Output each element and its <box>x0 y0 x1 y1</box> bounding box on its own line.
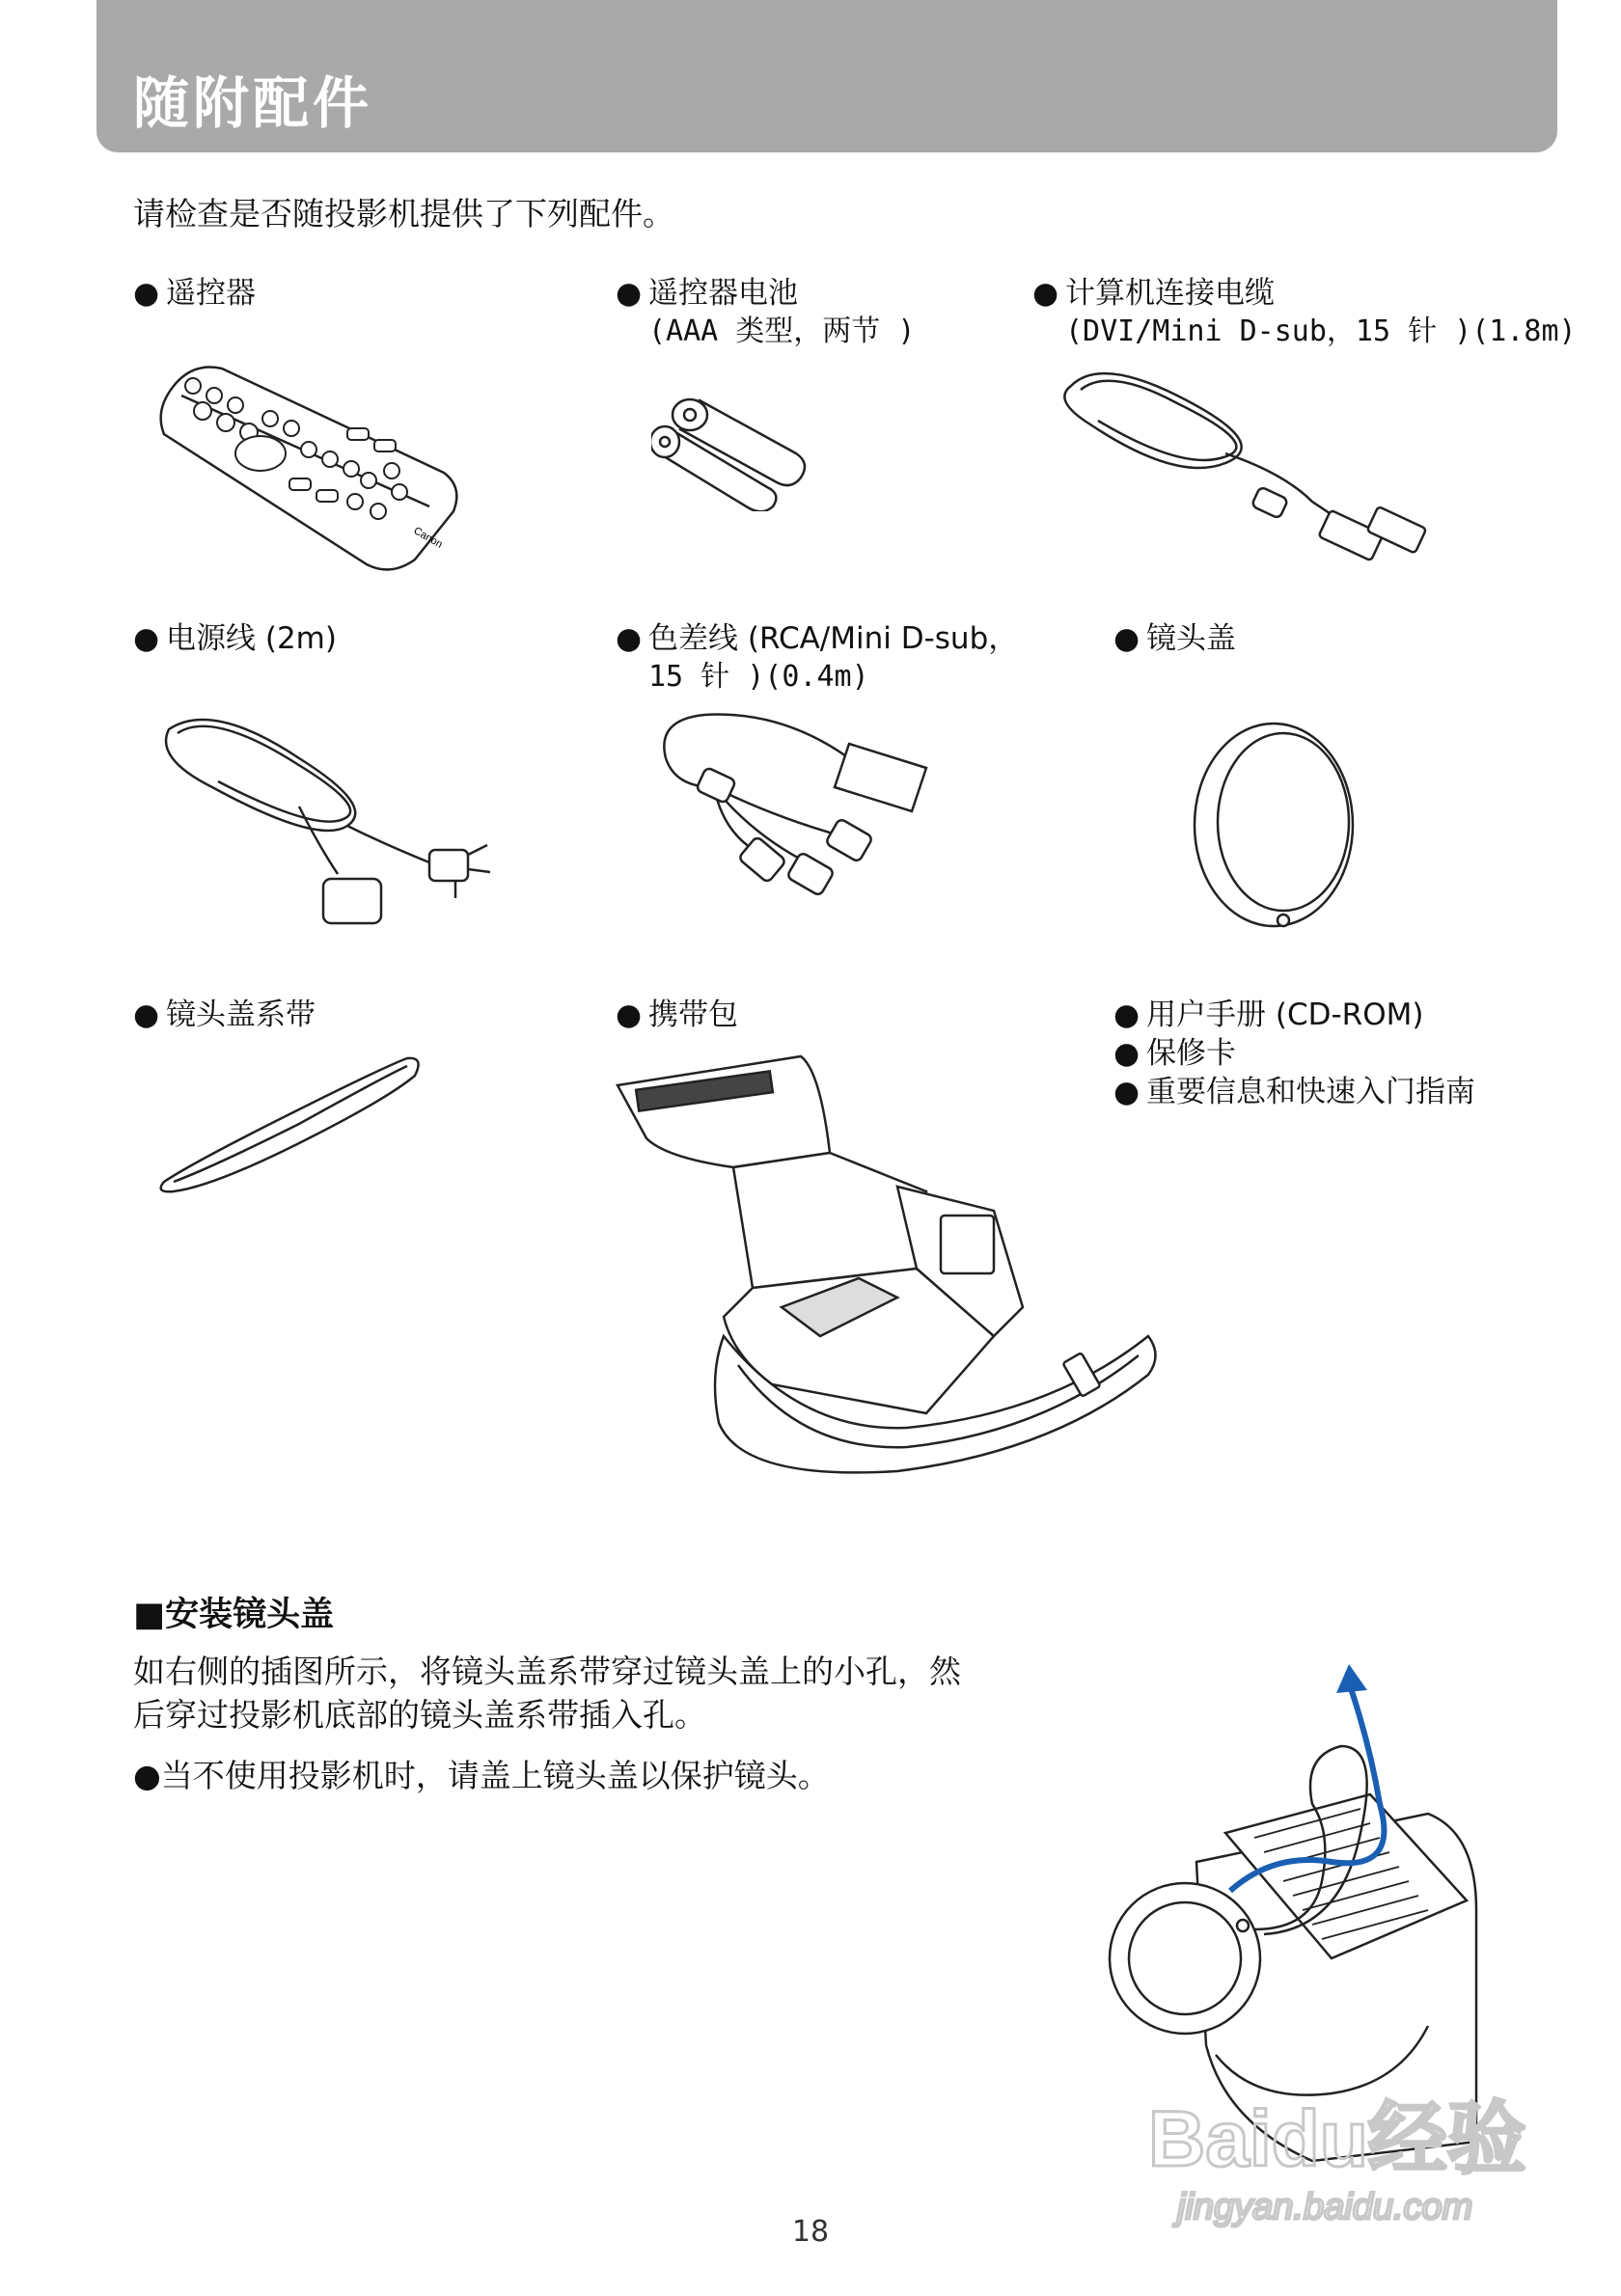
component-cable-illustration <box>646 700 955 942</box>
bullet-icon: ● <box>133 1757 161 1794</box>
bullet-icon: ● <box>616 998 643 1032</box>
item-user-manual <box>1113 996 1423 1034</box>
bullet-icon: ● <box>133 621 160 656</box>
item-carrying-bag <box>616 996 738 1034</box>
bullet-icon: ● <box>1113 1036 1140 1071</box>
bullet-icon: ● <box>1113 1075 1140 1109</box>
item-sublabel: (DVI/Mini D-sub，15 针 )(1.8m) <box>1065 314 1577 348</box>
note-text: 当不使用投影机时，请盖上镜头盖以保护镜头。 <box>160 1757 830 1794</box>
item-remote-control <box>133 274 256 313</box>
item-label: 计算机连接电缆 <box>1065 276 1275 311</box>
item-label: 遥控器 <box>166 276 256 311</box>
intro-text: 请检查是否随投影机提供了下列配件。 <box>133 195 674 232</box>
remote-control-illustration <box>154 357 473 579</box>
batteries-illustration <box>651 386 825 511</box>
page-number: 18 <box>791 2215 830 2249</box>
item-label: 电源线 (2m) <box>166 621 337 656</box>
item-component-cable <box>616 619 1018 697</box>
carrying-bag-illustration <box>608 1047 1187 1510</box>
item-label: 用户手册 (CD-ROM) <box>1146 998 1424 1032</box>
item-label: 色差线 (RCA/Mini D-sub， <box>648 621 1019 656</box>
bullet-icon: ● <box>133 276 160 311</box>
watermark-brand: Baidu经验 <box>1148 2095 1526 2183</box>
bullet-icon: ● <box>1113 621 1140 656</box>
lens-cap-strap-illustration <box>154 1047 425 1201</box>
bullet-icon: ● <box>616 276 643 311</box>
page-header-bar <box>96 0 1557 152</box>
remote-brand-label: Canon <box>411 525 445 551</box>
item-batteries <box>616 274 915 351</box>
bullet-icon: ● <box>1113 998 1140 1032</box>
bullet-icon: ● <box>133 998 160 1032</box>
item-power-cord <box>133 619 337 658</box>
item-label: 遥控器电池 <box>648 276 798 311</box>
page-title: 随附配件 <box>133 70 373 136</box>
lens-cap-illustration <box>1187 714 1360 936</box>
power-cord-illustration <box>154 700 502 932</box>
section-note <box>133 1751 830 1796</box>
item-label: 镜头盖系带 <box>166 998 316 1032</box>
arrow-head-icon <box>1336 1664 1367 1693</box>
section-title: ■安装镜头盖 <box>133 1596 335 1634</box>
paragraph-line-1: 如右侧的插图所示，将镜头盖系带穿过镜头盖上的小孔，然 <box>133 1653 961 1690</box>
bullet-icon: ● <box>616 621 643 656</box>
baidu-watermark-logo <box>1148 2074 1544 2238</box>
item-label: 重要信息和快速入门指南 <box>1146 1075 1475 1109</box>
paragraph-line-2: 后穿过投影机底部的镜头盖系带插入孔。 <box>133 1696 706 1734</box>
computer-cable-illustration <box>1061 357 1447 588</box>
item-computer-cable <box>1032 274 1577 351</box>
item-sublabel: (AAA 类型，两节 ) <box>648 314 916 348</box>
item-label: 保修卡 <box>1146 1036 1236 1071</box>
bullet-icon: ● <box>1032 276 1059 311</box>
item-lens-cap <box>1113 619 1236 658</box>
item-label: 镜头盖 <box>1146 621 1236 656</box>
item-label: 携带包 <box>648 998 738 1032</box>
section-paragraph <box>133 1650 1059 1736</box>
item-sublabel: 15 针 )(0.4m) <box>648 660 869 694</box>
watermark-url: jingyan.baidu.com <box>1177 2187 1473 2228</box>
item-lens-cap-strap <box>133 996 316 1034</box>
